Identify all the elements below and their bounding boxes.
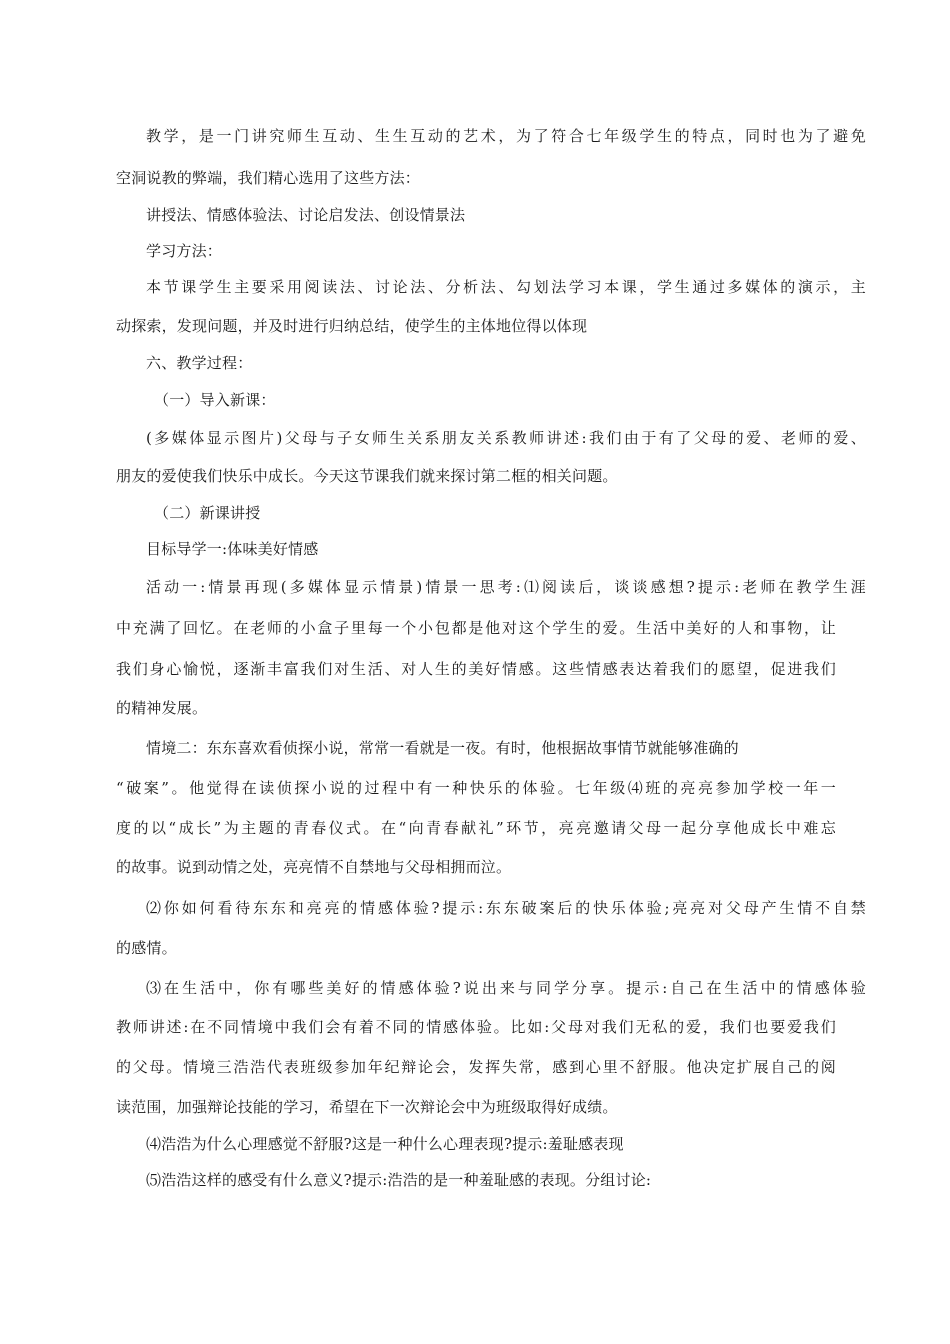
section-heading: 六、教学过程： bbox=[146, 354, 253, 372]
paragraph-line: “破案”。他觉得在读侦探小说的过程中有一种快乐的体验。七年级⑷班的亮亮参加学校一年一 bbox=[116, 779, 836, 797]
paragraph-line: 的精神发展。 bbox=[116, 699, 208, 717]
paragraph-line: 读范围，加强辩论技能的学习，希望在下一次辩论会中为班级取得好成绩。 bbox=[116, 1098, 618, 1116]
paragraph-line: 朋友的爱使我们快乐中成长。今天这节课我们就来探讨第二框的相关问题。 bbox=[116, 467, 618, 485]
paragraph-line: 我们身心愉悦，逐渐丰富我们对生活、对人生的美好情感。这些情感表达着我们的愿望，促进我们 bbox=[116, 660, 836, 678]
section-heading: （二）新课讲授 bbox=[154, 504, 261, 522]
paragraph-line: ⑵你如何看待东东和亮亮的情感体验?提示:东东破案后的快乐体验;亮亮对父母产生情不自禁 bbox=[146, 899, 866, 917]
paragraph-line: ⑸浩浩这样的感受有什么意义?提示:浩浩的是一种羞耻感的表现。分组讨论: bbox=[146, 1171, 652, 1189]
section-heading: （一）导入新课： bbox=[154, 391, 276, 409]
paragraph-line: 中充满了回忆。在老师的小盒子里每一个小包都是他对这个学生的爱。生活中美好的人和事物，让 bbox=[116, 619, 836, 637]
paragraph-line: 本节课学生主要采用阅读法、讨论法、分析法、勾划法学习本课，学生通过多媒体的演示，主 bbox=[146, 278, 866, 296]
section-heading: 学习方法： bbox=[146, 242, 223, 260]
paragraph-line: 空洞说教的弊端，我们精心选用了这些方法： bbox=[116, 169, 421, 187]
paragraph-line: 情境二：东东喜欢看侦探小说，常常一看就是一夜。有时，他根据故事情节就能够准确的 bbox=[146, 739, 739, 757]
paragraph-line: ⑷浩浩为什么心理感觉不舒服?这是一种什么心理表现?提示:羞耻感表现 bbox=[146, 1135, 624, 1153]
paragraph-line: 的故事。说到动情之处，亮亮情不自禁地与父母相拥而泣。 bbox=[116, 858, 512, 876]
paragraph-line: 教师讲述:在不同情境中我们会有着不同的情感体验。比如:父母对我们无私的爱，我们也要爱我们 bbox=[116, 1018, 836, 1036]
paragraph-line: 教学，是一门讲究师生互动、生生互动的艺术，为了符合七年级学生的特点，同时也为了避免 bbox=[146, 127, 866, 145]
paragraph-line: 度的以“成长”为主题的青春仪式。在“向青春献礼”环节，亮亮邀请父母一起分享他成长中难忘 bbox=[116, 819, 836, 837]
paragraph-line: 讲授法、情感体验法、讨论启发法、创设情景法 bbox=[146, 206, 466, 224]
paragraph-line: 的感情。 bbox=[116, 939, 177, 957]
paragraph-line: (多媒体显示图片)父母与子女师生关系朋友关系教师讲述:我们由于有了父母的爱、老师的爱、 bbox=[146, 429, 866, 447]
paragraph-line: 的父母。情境三浩浩代表班级参加年纪辩论会，发挥失常，感到心里不舒服。他决定扩展自己的阅 bbox=[116, 1058, 836, 1076]
paragraph-line: ⑶在生活中，你有哪些美好的情感体验?说出来与同学分享。提示:自己在生活中的情感体验 bbox=[146, 979, 866, 997]
section-heading: 目标导学一:体味美好情感 bbox=[146, 540, 319, 558]
paragraph-line: 动探索，发现问题，并及时进行归纳总结，使学生的主体地位得以体现 bbox=[116, 317, 588, 335]
paragraph-line: 活动一:情景再现(多媒体显示情景)情景一思考:⑴阅读后，谈谈感想?提示:老师在教学生涯 bbox=[146, 578, 866, 596]
